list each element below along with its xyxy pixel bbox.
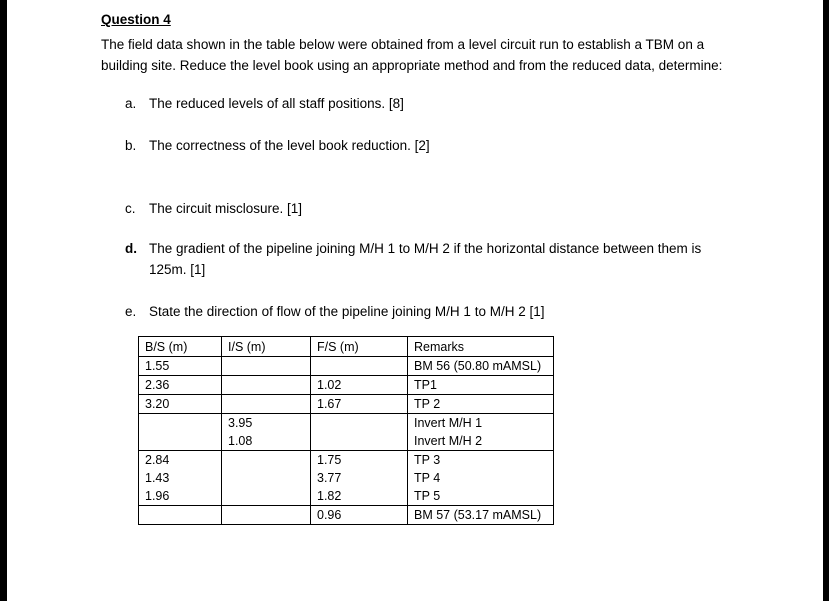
document-page xyxy=(7,0,823,601)
cell-fs: 3.77 xyxy=(311,469,408,487)
cell-remarks: BM 57 (53.17 mAMSL) xyxy=(408,506,554,525)
cell-fs: 0.96 xyxy=(311,506,408,525)
cell-bs: 2.36 xyxy=(139,376,222,395)
cell-remarks: TP 2 xyxy=(408,395,554,414)
table-row xyxy=(139,506,554,525)
cell-remarks: Invert M/H 1 xyxy=(408,414,554,433)
item-text: The reduced levels of all staff positions. [8] xyxy=(149,96,404,111)
cell-remarks: BM 56 (50.80 mAMSL) xyxy=(408,357,554,376)
table-row xyxy=(139,469,554,487)
item-letter: e. xyxy=(125,304,137,319)
table-row xyxy=(139,395,554,414)
cell-is: 1.08 xyxy=(222,432,311,451)
table-row xyxy=(139,432,554,451)
cell-fs: 1.02 xyxy=(311,376,408,395)
cell-bs: 3.20 xyxy=(139,395,222,414)
cell-fs: 1.75 xyxy=(311,451,408,470)
question-item-d xyxy=(125,238,725,280)
question-item-e xyxy=(125,301,725,322)
right-frame-border xyxy=(823,0,829,601)
cell-bs: 1.55 xyxy=(139,357,222,376)
left-frame-border xyxy=(0,0,7,601)
cell-bs xyxy=(139,432,222,451)
table-row xyxy=(139,357,554,376)
item-text: The gradient of the pipeline joining M/H 1 to M/H 2 if the horizontal distance between them is 125m. [1] xyxy=(149,241,702,277)
table-row xyxy=(139,414,554,433)
cell-is xyxy=(222,357,311,376)
cell-is xyxy=(222,376,311,395)
header-remarks: Remarks xyxy=(408,337,554,357)
item-text: The circuit misclosure. [1] xyxy=(149,201,303,216)
cell-fs xyxy=(311,432,408,451)
question-item-b xyxy=(125,135,725,156)
cell-bs: 1.96 xyxy=(139,487,222,506)
table-row xyxy=(139,451,554,470)
item-letter: d. xyxy=(125,241,137,256)
cell-remarks: TP1 xyxy=(408,376,554,395)
table-header-row xyxy=(139,337,554,357)
question-heading: Question 4 xyxy=(101,12,171,27)
table-row xyxy=(139,487,554,506)
item-text: State the direction of flow of the pipeline joining M/H 1 to M/H 2 [1] xyxy=(149,304,545,319)
cell-fs xyxy=(311,357,408,376)
level-book-table xyxy=(138,336,554,525)
cell-is xyxy=(222,451,311,470)
cell-fs: 1.67 xyxy=(311,395,408,414)
cell-is xyxy=(222,395,311,414)
cell-remarks: TP 5 xyxy=(408,487,554,506)
cell-bs: 1.43 xyxy=(139,469,222,487)
question-item-c xyxy=(125,198,725,219)
header-is: I/S (m) xyxy=(222,337,311,357)
cell-is: 3.95 xyxy=(222,414,311,433)
header-bs: B/S (m) xyxy=(139,337,222,357)
header-fs: F/S (m) xyxy=(311,337,408,357)
cell-bs: 2.84 xyxy=(139,451,222,470)
table-row xyxy=(139,376,554,395)
item-letter: a. xyxy=(125,96,137,111)
cell-bs xyxy=(139,506,222,525)
cell-fs: 1.82 xyxy=(311,487,408,506)
cell-fs xyxy=(311,414,408,433)
cell-is xyxy=(222,469,311,487)
cell-remarks: Invert M/H 2 xyxy=(408,432,554,451)
item-letter: c. xyxy=(125,201,136,216)
cell-bs xyxy=(139,414,222,433)
item-letter: b. xyxy=(125,138,137,153)
cell-remarks: TP 3 xyxy=(408,451,554,470)
question-item-a xyxy=(125,93,725,114)
cell-is xyxy=(222,506,311,525)
item-text: The correctness of the level book reduction. [2] xyxy=(149,138,430,153)
question-intro: The field data shown in the table below were obtained from a level circuit run to establish a TBM on a building site. Reduce the level book using an appropriate method and from the reduced data, determine: xyxy=(101,37,723,73)
cell-remarks: TP 4 xyxy=(408,469,554,487)
cell-is xyxy=(222,487,311,506)
